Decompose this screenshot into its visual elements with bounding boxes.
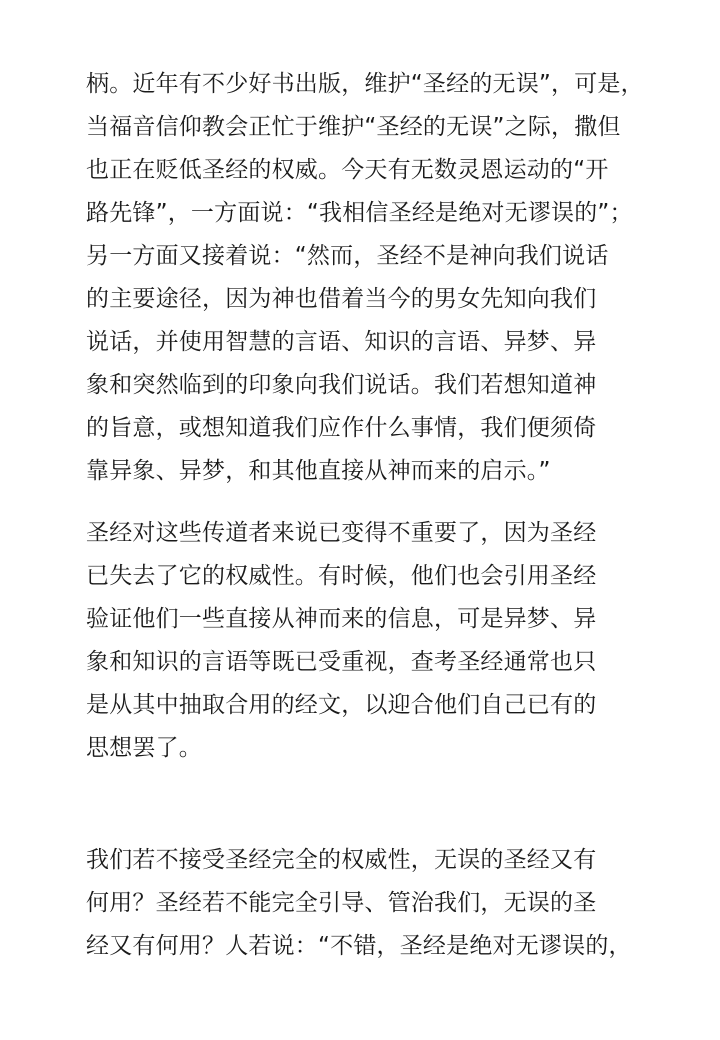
text-line: 靠异象、异梦，和其他直接从神而来的启示。” [86, 458, 551, 484]
paragraph [86, 63, 686, 493]
text-line: 说话，并使用智慧的言语、知识的言语、异梦、异 [86, 329, 597, 355]
text-line: 何用？圣经若不能完全引导、管治我们，无误的圣 [86, 890, 597, 916]
text-line: 的旨意，或想知道我们应作什么事情，我们便须倚 [86, 415, 597, 441]
text-line: 另一方面又接着说：“然而，圣经不是神向我们说话 [86, 243, 609, 269]
text-line: 验证他们一些直接从神而来的信息，可是异梦、异 [86, 606, 597, 632]
text-line: 经又有何用？人若说：“不错，圣经是绝对无谬误的， [86, 933, 632, 959]
text-line: 圣经对这些传道者来说已变得不重要了，因为圣经 [86, 520, 597, 546]
text-line: 当福音信仰教会正忙于维护“圣经的无误”之际，撒但 [86, 114, 621, 140]
text-line: 象和突然临到的印象向我们说话。我们若想知道神 [86, 372, 597, 398]
text-line: 已失去了它的权威性。有时候，他们也会引用圣经 [86, 563, 597, 589]
text-line: 的主要途径，因为神也借着当今的男女先知向我们 [86, 286, 597, 312]
text-line: 柄。近年有不少好书出版，维护“圣经的无误”，可是， [86, 71, 644, 97]
paragraph [86, 839, 686, 968]
text-line: 我们若不接受圣经完全的权威性，无误的圣经又有 [86, 847, 597, 873]
text-line: 思想罢了。 [86, 735, 202, 761]
text-line: 也正在贬低圣经的权威。今天有无数灵恩运动的“开 [86, 157, 609, 183]
text-line: 是从其中抽取合用的经文，以迎合他们自己已有的 [86, 692, 597, 718]
text-line: 象和知识的言语等既已受重视，查考圣经通常也只 [86, 649, 597, 675]
text-line: 路先锋”，一方面说：“我相信圣经是绝对无谬误的”； [86, 200, 633, 226]
paragraph [86, 512, 686, 770]
